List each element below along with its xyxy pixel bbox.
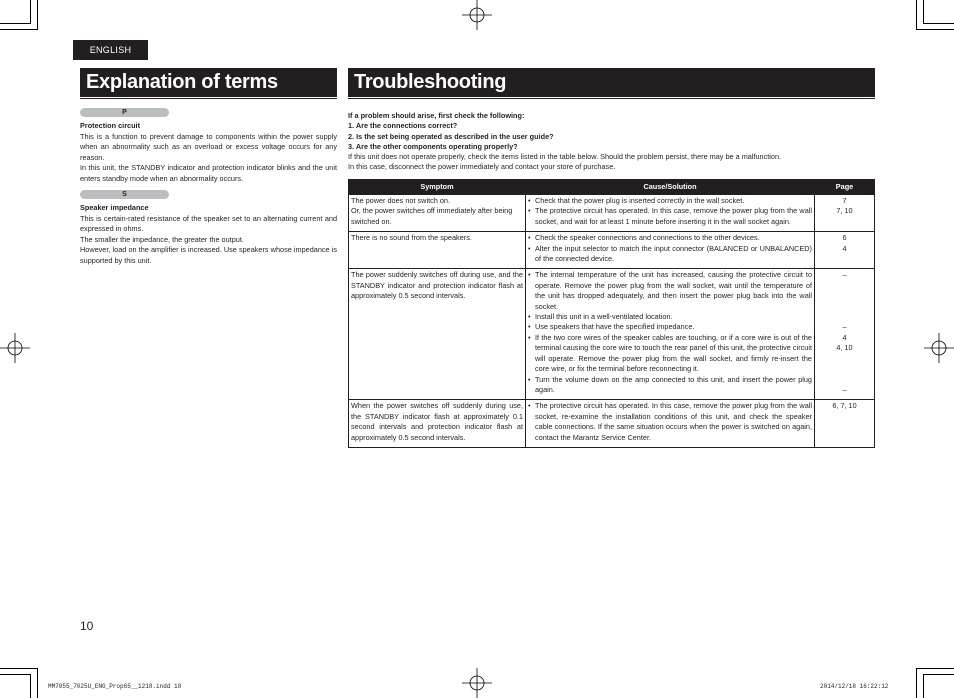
crop-mark <box>0 29 37 30</box>
bullet-icon: • <box>528 322 531 332</box>
crop-mark <box>923 674 924 698</box>
section-title-terms: Explanation of terms <box>80 68 337 97</box>
crop-mark <box>0 668 37 669</box>
page-ref: 7, 10 <box>836 206 853 216</box>
bullet-icon: • <box>528 233 531 243</box>
page-cell <box>815 269 875 400</box>
cause-cell <box>526 232 815 269</box>
term-section <box>80 190 337 266</box>
intro-check-line: 3. Are the other components operating properly? <box>348 141 518 151</box>
page-ref <box>817 374 872 384</box>
page-ref <box>817 281 872 291</box>
page-cell <box>815 195 875 232</box>
crop-mark <box>916 668 917 698</box>
cause-item <box>528 401 812 443</box>
symptom-cell <box>349 400 526 448</box>
bullet-icon: • <box>528 401 531 411</box>
table-row <box>349 195 875 232</box>
page-number: 10 <box>80 619 94 633</box>
cause-item <box>528 244 812 265</box>
cause-text: The internal temperature of the unit has increased, causing the protective circuit to operate. Remove the power plug from the wall socket, wait until the temperature of the unit has dropped adequately, and then insert the power plug back into the wall socket. <box>535 270 812 311</box>
crop-mark <box>916 29 954 30</box>
symptom-text: When the power switches off suddenly during use, the STANDBY indicator flash at approximately 0.1 second intervals and protection indicator flash at approximately 0.5 second intervals. <box>351 401 523 442</box>
cause-cell <box>526 269 815 400</box>
term-paragraph: The smaller the impedance, the greater the output. <box>80 234 244 244</box>
page-ref <box>817 364 872 374</box>
footer-timestamp: 2014/12/18 16:22:12 <box>820 683 889 690</box>
crop-mark <box>37 0 38 30</box>
footer-file-info: MM7055_7025U_ENG_Prop65__1218.indd 10 <box>48 683 182 690</box>
page-cell <box>815 232 875 269</box>
cause-text: Turn the volume down on the amp connected to this unit, and insert the power plug again. <box>535 374 812 394</box>
cause-text: The protective circuit has operated. In this case, remove the power plug from the wall socket, and wait for at least 1 minute before inserting it in the wall socket again. <box>535 206 812 226</box>
crop-mark <box>30 674 31 698</box>
column-header-cause: Cause/Solution <box>526 180 815 195</box>
cause-item <box>528 233 812 243</box>
page-ref: 4 <box>842 243 847 253</box>
table-header-row <box>349 180 875 195</box>
page-ref: – <box>842 322 847 332</box>
intro-check-line: 2. Is the set being operated as described in the user guide? <box>348 131 554 141</box>
term-section <box>80 108 337 184</box>
crop-mark <box>0 674 30 675</box>
cause-item <box>528 312 812 322</box>
term-title: Speaker impedance <box>80 203 149 212</box>
bullet-icon: • <box>528 196 531 205</box>
table-row <box>349 232 875 269</box>
cause-text: If the two core wires of the speaker cables are touching, or if a core wire is out of the terminal causing the core wire to touch the rear panel of this unit, the protective circuit will operate. Remove the power plug from the wall socket, and firmly re-insert the core wire, or fix the terminal before reconnecting it. <box>535 332 812 374</box>
registration-mark-icon <box>462 0 492 30</box>
symptom-text: The power suddenly switches off during use, and the STANDBY indicator and protection indicator flash at approximately 0.5 second intervals. <box>351 270 523 301</box>
bullet-icon: • <box>528 332 531 342</box>
symptom-cell <box>349 269 526 400</box>
page-ref: – <box>842 384 847 394</box>
section-title-troubleshooting: Troubleshooting <box>348 68 875 97</box>
cause-text: Use speakers that have the specified impedance. <box>535 322 695 332</box>
page-ref <box>817 354 872 364</box>
intro-text: In this case, disconnect the power immediately and contact your store of purchase. <box>348 162 616 172</box>
cause-cell <box>526 195 815 232</box>
symptom-cell <box>349 195 526 232</box>
crop-mark <box>0 23 30 24</box>
column-header-page: Page <box>815 180 875 195</box>
term-title: Protection circuit <box>80 121 141 130</box>
cause-item <box>528 333 812 375</box>
page-ref: 6, 7, 10 <box>832 401 857 411</box>
terms-column <box>80 108 337 272</box>
bullet-icon: • <box>528 374 531 384</box>
term-paragraph: However, load on the amplifier is increased. Use speakers whose impedance is supported by this unit. <box>80 245 337 265</box>
letter-index-bar: P <box>80 108 169 117</box>
column-header-symptom: Symptom <box>349 180 526 195</box>
cause-text: The protective circuit has operated. In this case, remove the power plug from the wall socket, re-examine the installation conditions of this unit, and check the speaker cable connections. If the same situation occurs when the power is switched on again, contact the Marantz Service Center. <box>535 401 812 442</box>
registration-mark-icon <box>462 668 492 698</box>
term-paragraph: This is a function to prevent damage to components within the power supply when an abnormality such as an overload or excess voltage occurs for any reason. <box>80 131 337 162</box>
crop-mark <box>916 668 954 669</box>
cause-cell <box>526 400 815 448</box>
page-ref <box>817 312 872 322</box>
cause-text: Alter the input selector to match the input connector (BALANCED or UNBALANCED) of the connected device. <box>535 243 812 264</box>
crop-mark <box>924 674 954 675</box>
page-ref: 4 <box>842 332 847 342</box>
term-paragraph: In this unit, the STANDBY indicator and protection indicator blinks and the unit enters standby mode when an abnormality occurs. <box>80 163 337 183</box>
page-ref: – <box>842 270 847 280</box>
crop-mark <box>30 0 31 24</box>
intro-check-line: 1. Are the connections correct? <box>348 121 458 131</box>
cause-item <box>528 196 812 206</box>
term-paragraph: This is certain-rated resistance of the speaker set to an alternating current and expressed in ohms. <box>80 213 337 233</box>
page-ref: 6 <box>842 233 847 243</box>
symptom-text: There is no sound from the speakers. <box>351 233 472 243</box>
registration-mark-icon <box>0 333 30 363</box>
cause-item <box>528 270 812 312</box>
page-ref <box>817 302 872 312</box>
troubleshooting-table <box>348 179 875 448</box>
bullet-icon: • <box>528 312 531 322</box>
cause-text: Check the speaker connections and connections to the other devices. <box>535 233 760 243</box>
crop-mark <box>916 0 917 30</box>
letter-index-bar: S <box>80 190 169 199</box>
page-ref: 4, 10 <box>836 343 853 353</box>
troubleshooting-intro <box>348 111 875 173</box>
cause-item <box>528 322 812 332</box>
table-row <box>349 269 875 400</box>
intro-text: If this unit does not operate properly, check the items listed in the table below. Should the problem persist, there may be a malfunction. <box>348 152 782 162</box>
bullet-icon: • <box>528 206 531 216</box>
intro-check-line: If a problem should arise, first check the following: <box>348 111 525 120</box>
page-ref: 7 <box>842 196 847 205</box>
symptom-cell <box>349 232 526 269</box>
crop-mark <box>37 668 38 698</box>
symptom-text: The power does not switch on. Or, the power switches off immediately after being switched on. <box>351 196 513 226</box>
cause-text: Install this unit in a well-ventilated location. <box>535 312 673 322</box>
page-ref <box>817 291 872 301</box>
page-cell <box>815 400 875 448</box>
cause-item <box>528 206 812 227</box>
language-tab: ENGLISH <box>73 40 148 60</box>
bullet-icon: • <box>528 270 531 280</box>
bullet-icon: • <box>528 243 531 253</box>
cause-text: Check that the power plug is inserted correctly in the wall socket. <box>535 196 745 205</box>
registration-mark-icon <box>924 333 954 363</box>
crop-mark <box>924 23 954 24</box>
cause-item <box>528 375 812 396</box>
crop-mark <box>923 0 924 24</box>
table-row <box>349 400 875 448</box>
